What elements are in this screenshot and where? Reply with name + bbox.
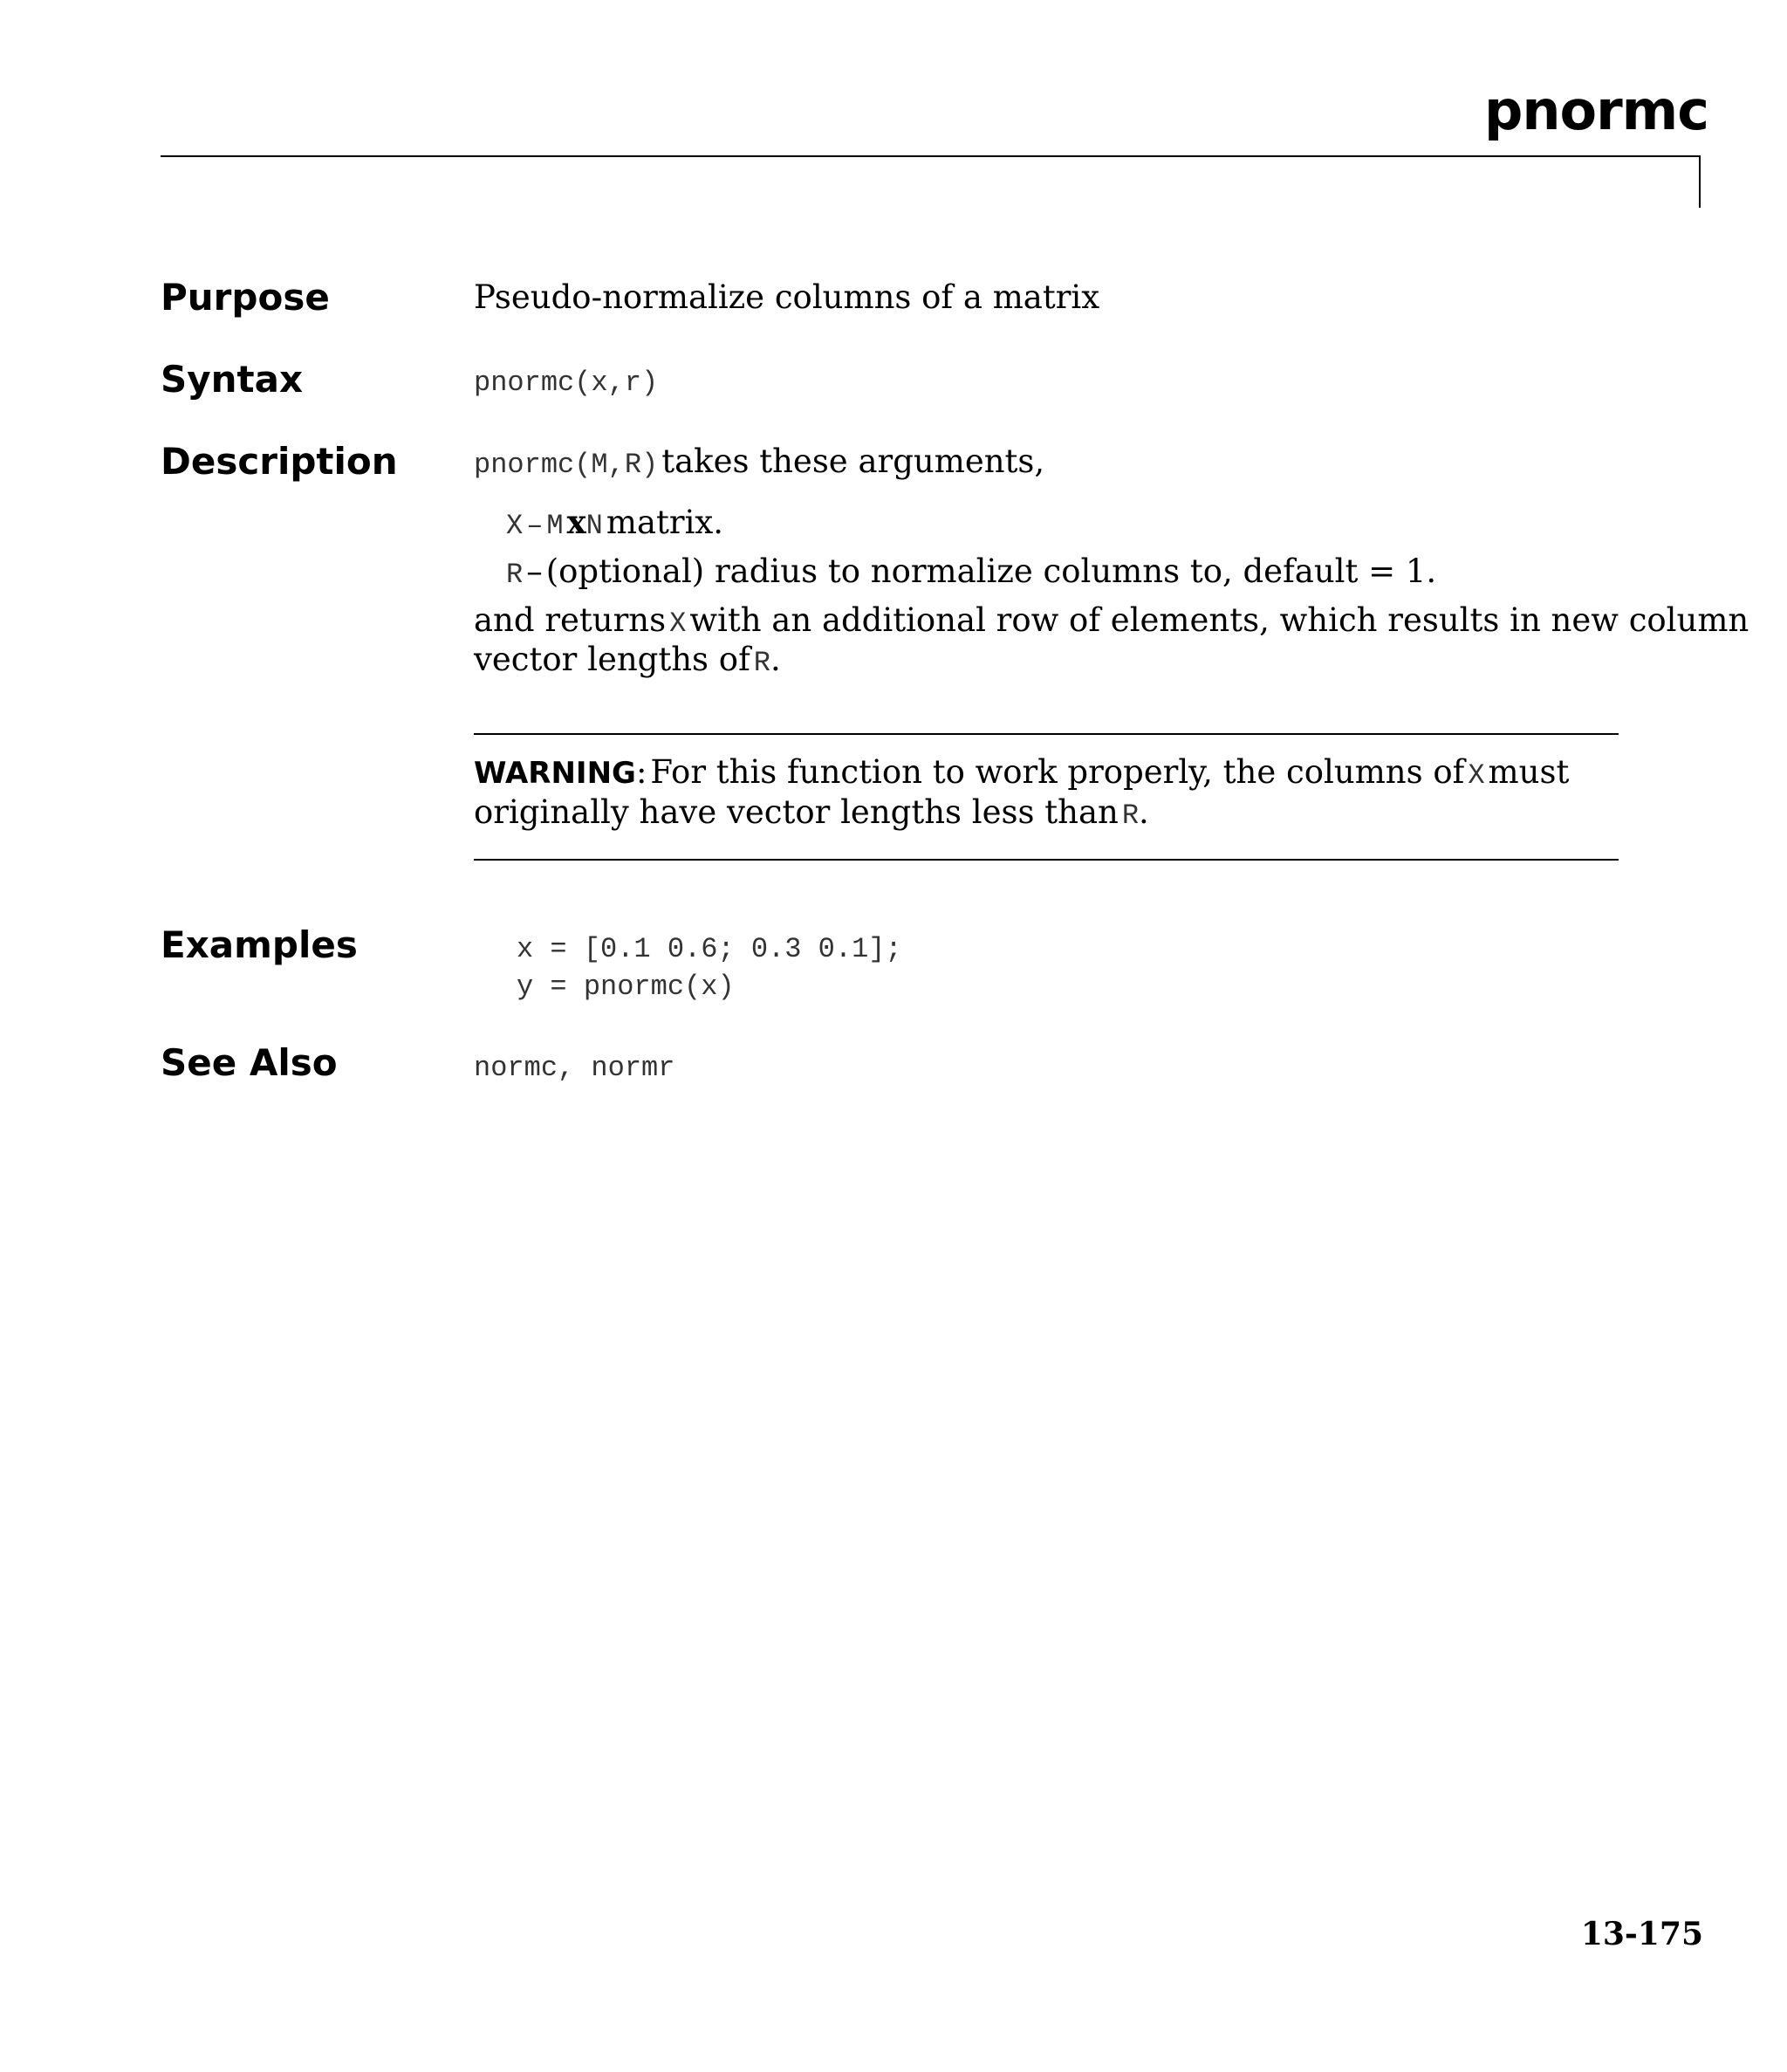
argument-item: [506, 552, 1437, 591]
header-rule: [161, 155, 1701, 157]
description-label: Description: [161, 440, 398, 483]
description-intro-text: takes these arguments,: [661, 443, 1045, 480]
argument-text: (optional) radius to normalize columns to, default = 1.: [545, 552, 1437, 590]
examples-label: Examples: [161, 923, 358, 966]
returns-text: vector lengths of: [474, 641, 750, 678]
page-title: pnormc: [1483, 79, 1708, 142]
warning-var: X: [1468, 759, 1485, 792]
warning-top-rule: [474, 733, 1619, 735]
warning-line: [474, 753, 1570, 792]
argument-dash: –: [526, 510, 544, 542]
warning-text: originally have vector lengths less than: [474, 793, 1119, 831]
returns-var: X: [669, 607, 687, 640]
returns-var: R: [753, 647, 770, 679]
argument-dim-n: N: [585, 510, 603, 542]
argument-dim-m: M: [546, 510, 564, 542]
returns-text: and returns: [474, 601, 667, 639]
warning-bottom-rule: [474, 859, 1619, 861]
warning-var: R: [1121, 799, 1140, 832]
purpose-text: Pseudo-normalize columns of a matrix: [474, 278, 1100, 316]
example-code-line: y = pnormc(x): [517, 971, 735, 1003]
description-returns-line: [474, 601, 1749, 640]
syntax-code: pnormc(x,r): [474, 367, 659, 399]
argument-name: R: [506, 559, 524, 591]
see-also-label: See Also: [161, 1041, 338, 1084]
argument-times: x: [566, 503, 586, 541]
warning-text: .: [1139, 793, 1149, 831]
argument-name: X: [506, 510, 524, 542]
argument-text: matrix.: [606, 504, 724, 541]
description-intro-line: [474, 445, 1044, 479]
warning-label: WARNING: [474, 756, 636, 791]
example-code-line: x = [0.1 0.6; 0.3 0.1];: [517, 933, 902, 965]
argument-item: [506, 503, 724, 542]
returns-text: .: [770, 641, 781, 678]
warning-line: [474, 793, 1149, 832]
warning-text: must: [1488, 753, 1570, 791]
warning-text: For this function to work properly, the columns of: [650, 753, 1465, 791]
page-number: 13-175: [1580, 1916, 1703, 1952]
syntax-label: Syntax: [161, 358, 304, 401]
description-returns-line: [474, 643, 781, 677]
returns-text: with an additional row of elements, which results in new column: [689, 601, 1749, 639]
description-call-code: pnormc(M,R): [474, 449, 659, 481]
warning-colon: :: [635, 753, 647, 791]
purpose-label: Purpose: [161, 276, 330, 319]
see-also-links[interactable]: normc, normr: [474, 1052, 675, 1084]
argument-dash: –: [526, 552, 543, 590]
header-rule-tick: [1699, 155, 1701, 208]
